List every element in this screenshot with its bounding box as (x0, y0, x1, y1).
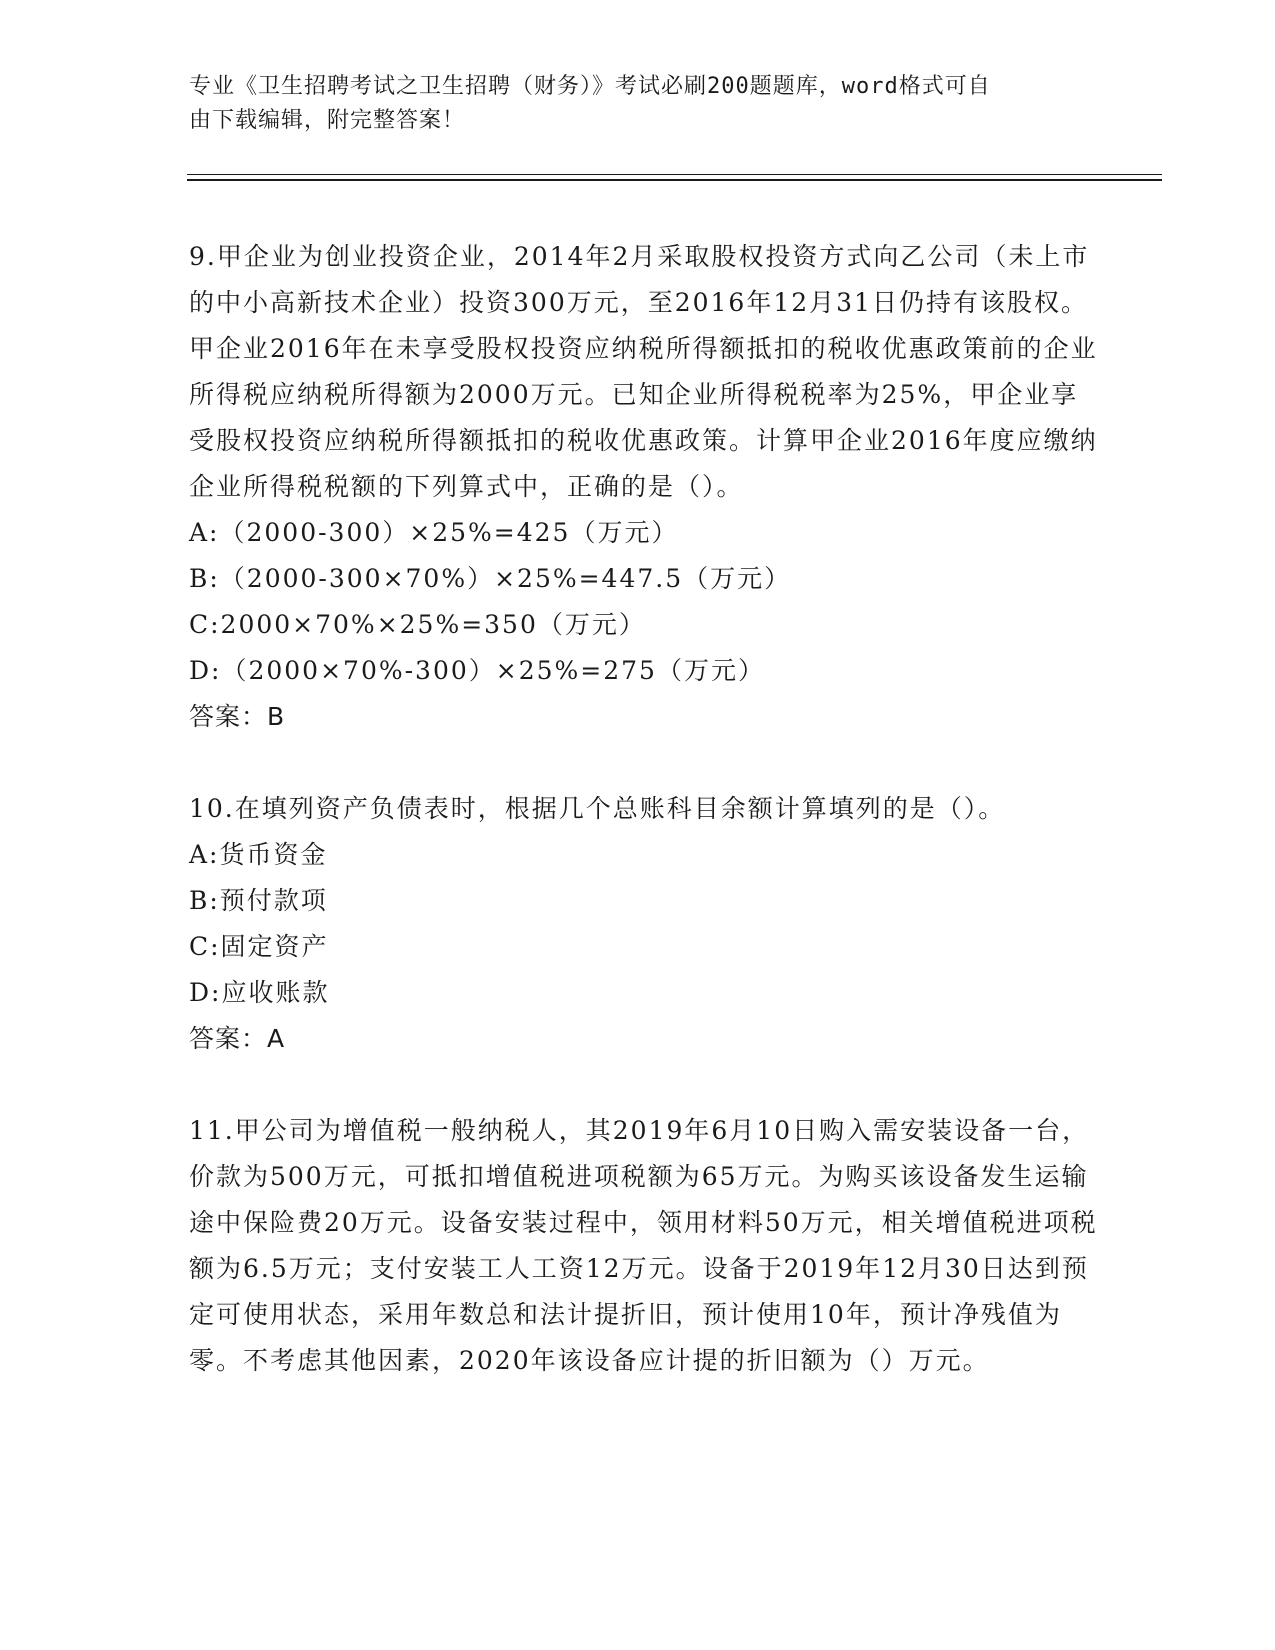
option-c: C:2000×70%×25%=350（万元） (189, 610, 646, 639)
question-9 (189, 234, 1099, 740)
option-b: B:预付款项 (189, 886, 328, 915)
option-d: D:（2000×70%-300）×25%=275（万元） (189, 656, 765, 685)
answer-line: 答案：A (189, 1024, 286, 1053)
option-b: B:（2000-300×70%）×25%=447.5（万元） (189, 564, 792, 593)
question-stem: 11.甲公司为增值税一般纳税人，其2019年6月10日购入需安装设备一台，价款为500万元，可抵扣增值税进项税额为65万元。为购买该设备发生运输途中保险费20万元。设备安装过程中，领用材料50万元，相关增值税进项税额为6.5万元；支付安装工人工资12万元。设备于2019年12月30日达到预定可使用状态，采用年数总和法计提折旧，预计使用10年，预计净残值为零。不考虑其他因素，2020年该设备应计提的折旧额为（）万元。 (189, 1116, 1098, 1375)
question-11 (189, 1108, 1099, 1384)
header-title-line-2: 由下载编辑，附完整答案！ (189, 108, 466, 133)
option-d: D:应收账款 (189, 978, 330, 1007)
option-c: C:固定资产 (189, 932, 329, 961)
header-divider-thick (187, 179, 1162, 181)
header-title-line-1: 专业《卫生招聘考试之卫生招聘（财务）》考试必刷200题题库，word格式可自 (189, 74, 991, 99)
document-header (189, 70, 1079, 138)
question-10 (189, 786, 1099, 1062)
option-a: A:（2000-300）×25%=425（万元） (189, 518, 679, 547)
question-stem: 9.甲企业为创业投资企业，2014年2月采取股权投资方式向乙公司（未上市的中小高新技术企业）投资300万元，至2016年12月31日仍持有该股权。甲企业2016年在未享受股权投资应纳税所得额抵扣的税收优惠政策前的企业所得税应纳税所得额为2000万元。已知企业所得税税率为25%，甲企业享受股权投资应纳税所得额抵扣的税收优惠政策。计算甲企业2016年度应缴纳企业所得税税额的下列算式中，正确的是（）。 (189, 242, 1098, 501)
answer-line: 答案：B (189, 702, 286, 731)
question-list (189, 234, 1099, 1430)
question-stem: 10.在填列资产负债表时，根据几个总账科目余额计算填列的是（）。 (189, 794, 1006, 823)
option-a: A:货币资金 (189, 840, 328, 869)
header-divider-thin (187, 174, 1162, 175)
